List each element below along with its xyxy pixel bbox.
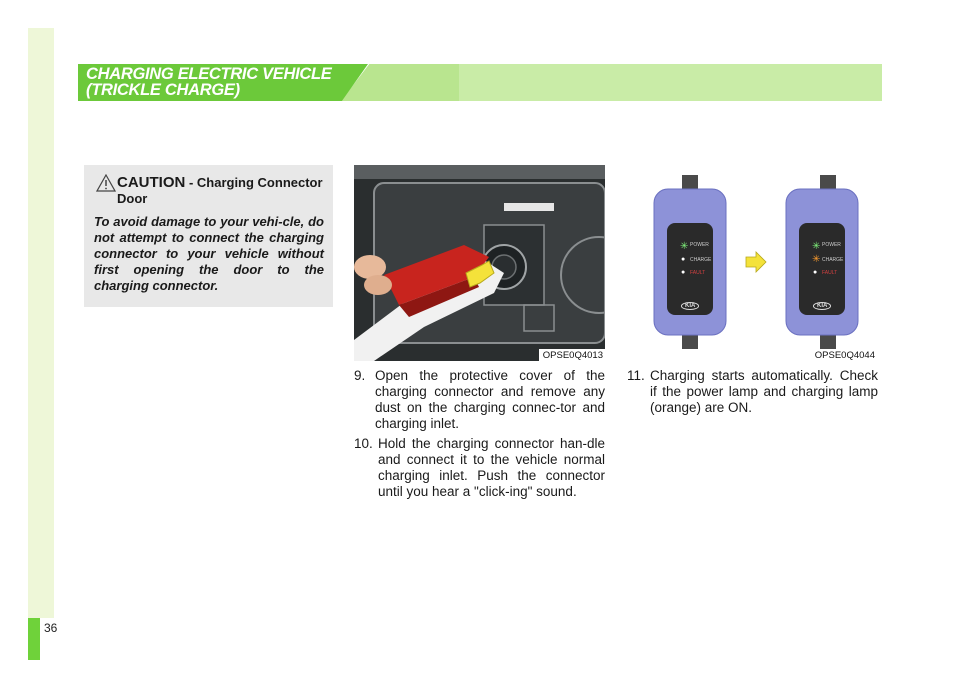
step-text: Hold the charging connector han-dle and connect it to the vehicle normal charging inlet. Push the connector until you hear a "click-ing" sound.	[378, 436, 605, 499]
step-item	[354, 436, 605, 500]
left-power-lamp-icon: ✳	[680, 241, 689, 252]
figure-charger-lamps	[626, 165, 877, 361]
charger-lamps-illustration	[626, 165, 877, 361]
left-charge-label: CHARGE	[690, 257, 712, 263]
step-item	[354, 368, 605, 432]
right-charge-lamp-icon: ✳	[812, 254, 821, 265]
right-charge-label: CHARGE	[822, 257, 844, 263]
right-power-label: POWER	[822, 242, 841, 248]
section-title	[86, 66, 332, 98]
banner-fill	[459, 64, 882, 101]
figure-connector-inlet	[354, 165, 605, 361]
caution-word: CAUTION	[117, 174, 186, 191]
step-item	[627, 368, 878, 416]
left-power-label: POWER	[690, 242, 709, 248]
warning-triangle-icon	[96, 174, 116, 192]
step-number: 11.	[627, 368, 645, 383]
left-fault-lamp-icon: ●	[681, 269, 686, 276]
figure-caption: OPSE0Q4044	[811, 349, 877, 361]
right-power-lamp-icon: ✳	[812, 241, 821, 252]
right-fault-lamp-icon: ●	[813, 269, 818, 276]
section-title-line-1: CHARGING ELECTRIC VEHICLE	[86, 65, 332, 83]
page-number: 36	[44, 621, 58, 635]
caution-subtitle: - Charging Connector Door	[117, 175, 323, 206]
section-title-line-2: (TRICKLE CHARGE)	[86, 81, 240, 99]
step-text: Charging starts automatically. Check if the power lamp and charging lamp (orange) are ON.	[650, 368, 878, 415]
right-kia-logo: KIA	[813, 302, 831, 310]
left-charge-lamp-icon: ●	[681, 256, 686, 263]
connector-inlet-illustration	[354, 165, 605, 361]
margin-strip	[28, 28, 54, 618]
right-fault-label: FAULT	[822, 270, 838, 276]
caution-heading	[117, 175, 327, 207]
figure-caption: OPSE0Q4013	[539, 349, 605, 361]
left-fault-label: FAULT	[690, 270, 706, 276]
step-text: Open the protective cover of the charging connector and remove any dust on the charging connec-tor and charging inlet.	[375, 368, 605, 431]
section-banner	[78, 64, 882, 101]
left-kia-logo: KIA	[681, 302, 699, 310]
step-number: 10.	[354, 436, 373, 451]
page-tab	[28, 618, 40, 660]
caution-text: To avoid damage to your vehi-cle, do not attempt to connect the charging connector to your vehicle without first opening the door to the charging connector.	[94, 214, 324, 293]
caution-box	[84, 165, 333, 307]
step-number: 9.	[354, 368, 366, 383]
